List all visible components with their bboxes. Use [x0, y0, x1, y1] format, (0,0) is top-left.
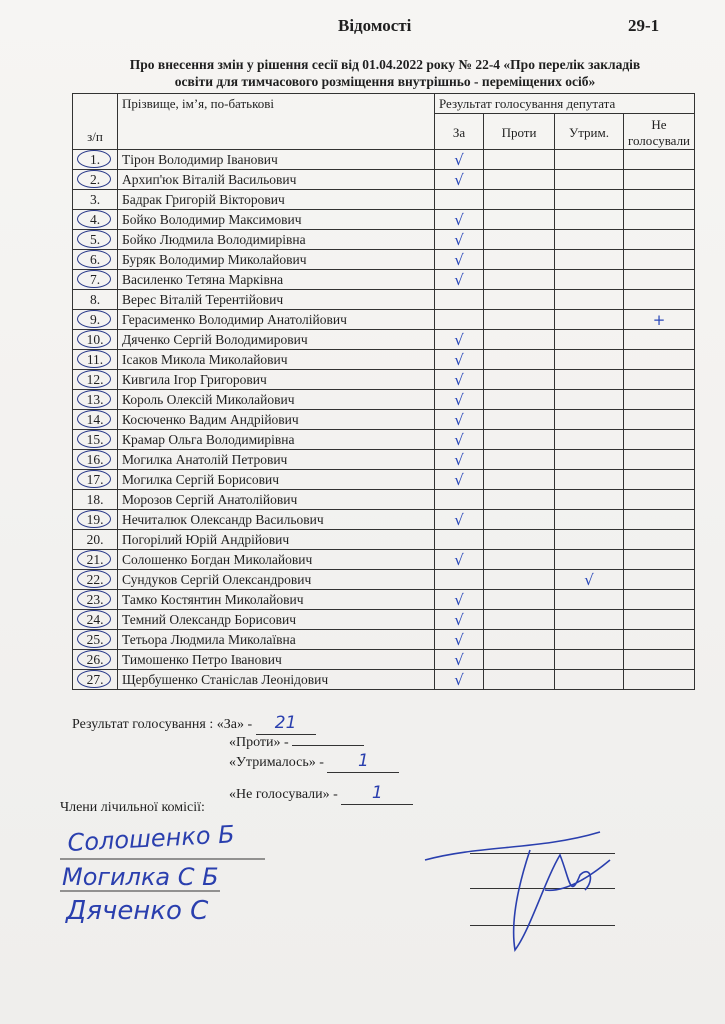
row-deputy-name: Король Олексій Миколайович: [118, 390, 435, 410]
row-number: [73, 310, 118, 330]
vote-cell-not-voted: [624, 550, 695, 570]
circle-mark: [77, 550, 111, 568]
table-row: [73, 150, 695, 170]
vote-cell-not-voted: [624, 290, 695, 310]
check-mark-icon: √: [454, 250, 464, 269]
header-result: Результат голосування депутата: [435, 94, 695, 114]
row-deputy-name: Косюченко Вадим Андрійович: [118, 410, 435, 430]
row-number-text: 7.: [89, 271, 101, 287]
vote-cell-for: [435, 670, 484, 690]
table-row: [73, 250, 695, 270]
row-number-text: 17.: [86, 471, 104, 487]
vote-cell-not-voted: [624, 270, 695, 290]
results-not-voted-row: [229, 782, 413, 806]
row-number: [73, 350, 118, 370]
circle-mark: [77, 630, 111, 648]
vote-cell-abstain: [555, 510, 624, 530]
circle-mark: [77, 350, 111, 368]
check-mark-icon: √: [454, 630, 464, 649]
check-mark-icon: √: [584, 570, 594, 589]
check-mark-icon: √: [454, 410, 464, 429]
row-number-text: 8.: [89, 291, 101, 307]
vote-cell-for: [435, 390, 484, 410]
table-row: [73, 390, 695, 410]
commission-member-2-signature: Могилка С Б: [62, 863, 219, 891]
row-number-text: 26.: [86, 651, 104, 667]
row-number: [73, 610, 118, 630]
voting-table-body: [73, 150, 695, 690]
check-mark-icon: √: [454, 470, 464, 489]
table-row: [73, 190, 695, 210]
row-number: [73, 530, 118, 550]
circle-mark: [77, 170, 111, 188]
vote-cell-against: [484, 270, 555, 290]
circle-mark: [77, 470, 111, 488]
results-abstain-row: [229, 750, 399, 774]
row-deputy-name: Темний Олександр Борисович: [118, 610, 435, 630]
vote-cell-abstain: [555, 230, 624, 250]
circle-mark: [77, 650, 111, 668]
circle-mark: [77, 570, 111, 588]
vote-cell-for: [435, 590, 484, 610]
table-row: [73, 650, 695, 670]
check-mark-icon: +: [652, 310, 666, 329]
vote-cell-not-voted: [624, 370, 695, 390]
row-number: [73, 290, 118, 310]
circle-mark: [77, 450, 111, 468]
row-number: [73, 230, 118, 250]
vote-cell-against: [484, 410, 555, 430]
row-number: [73, 670, 118, 690]
table-row: [73, 170, 695, 190]
row-number: [73, 450, 118, 470]
chairman-signature: [420, 820, 620, 960]
results-for-label: «За» -: [216, 717, 253, 732]
row-number: [73, 270, 118, 290]
row-number: [73, 430, 118, 450]
row-number-text: 23.: [86, 591, 104, 607]
row-deputy-name: Дяченко Сергій Володимирович: [118, 330, 435, 350]
table-row: [73, 310, 695, 330]
row-number: [73, 390, 118, 410]
vote-cell-against: [484, 310, 555, 330]
row-number: [73, 470, 118, 490]
row-deputy-name: Кивгила Ігор Григорович: [118, 370, 435, 390]
vote-cell-for: [435, 610, 484, 630]
vote-cell-not-voted: [624, 630, 695, 650]
row-deputy-name: Василенко Тетяна Марківна: [118, 270, 435, 290]
row-deputy-name: Тимошенко Петро Іванович: [118, 650, 435, 670]
circle-mark: [77, 590, 111, 608]
vote-cell-abstain: [555, 530, 624, 550]
vote-cell-against: [484, 210, 555, 230]
check-mark-icon: √: [454, 610, 464, 629]
row-number-text: 5.: [89, 231, 101, 247]
circle-mark: [77, 430, 111, 448]
row-deputy-name: Архип'юк Віталій Васильович: [118, 170, 435, 190]
row-number: [73, 370, 118, 390]
vote-cell-for: [435, 570, 484, 590]
vote-cell-not-voted: [624, 470, 695, 490]
circle-mark: [77, 670, 111, 688]
vote-cell-not-voted: [624, 510, 695, 530]
vote-cell-against: [484, 630, 555, 650]
row-number: [73, 550, 118, 570]
document-subtitle: [80, 56, 690, 90]
vote-cell-against: [484, 650, 555, 670]
check-mark-icon: √: [454, 330, 464, 349]
check-mark-icon: √: [454, 550, 464, 569]
row-deputy-name: Могилка Сергій Борисович: [118, 470, 435, 490]
table-row: [73, 510, 695, 530]
circle-mark: [77, 330, 111, 348]
table-row: [73, 330, 695, 350]
vote-cell-abstain: [555, 330, 624, 350]
check-mark-icon: √: [454, 270, 464, 289]
header-abstain: Утрим.: [555, 114, 624, 150]
vote-cell-against: [484, 490, 555, 510]
vote-cell-abstain: [555, 190, 624, 210]
row-number-text: 14.: [86, 411, 104, 427]
vote-cell-abstain: [555, 590, 624, 610]
row-number: [73, 150, 118, 170]
vote-cell-for: [435, 650, 484, 670]
vote-cell-abstain: [555, 650, 624, 670]
circle-mark: [77, 270, 111, 288]
vote-cell-not-voted: [624, 230, 695, 250]
check-mark-icon: √: [454, 390, 464, 409]
vote-cell-for: [435, 270, 484, 290]
circle-mark: [77, 250, 111, 268]
row-number-text: 4.: [89, 211, 101, 227]
vote-cell-abstain: [555, 410, 624, 430]
row-number: [73, 630, 118, 650]
header-not-voted-line-2: голосували: [627, 133, 691, 148]
commission-member-1-signature: Солошенко Б: [66, 820, 236, 857]
row-number-text: 13.: [86, 391, 104, 407]
vote-cell-not-voted: [624, 450, 695, 470]
vote-cell-not-voted: [624, 190, 695, 210]
check-mark-icon: √: [454, 170, 464, 189]
commission-label: Члени лічильної комісії:: [60, 800, 205, 815]
check-mark-icon: √: [454, 510, 464, 529]
vote-cell-against: [484, 190, 555, 210]
row-number-text: 20.: [86, 531, 104, 547]
row-deputy-name: Ісаков Микола Миколайович: [118, 350, 435, 370]
row-number-text: 24.: [86, 611, 104, 627]
row-deputy-name: Бадрак Григорій Вікторович: [118, 190, 435, 210]
row-deputy-name: Верес Віталій Терентійович: [118, 290, 435, 310]
row-deputy-name: Тетьора Людмила Миколаївна: [118, 630, 435, 650]
row-number-text: 2.: [89, 171, 101, 187]
check-mark-icon: √: [454, 430, 464, 449]
table-row: [73, 470, 695, 490]
vote-cell-not-voted: [624, 410, 695, 430]
row-number-text: 19.: [86, 511, 104, 527]
results-against-label: «Проти» -: [229, 735, 289, 750]
row-deputy-name: Крамар Ольга Володимирівна: [118, 430, 435, 450]
vote-cell-abstain: [555, 430, 624, 450]
circle-mark: [77, 210, 111, 228]
results-not-voted-value: 1: [341, 782, 413, 805]
vote-cell-abstain: [555, 630, 624, 650]
vote-cell-against: [484, 330, 555, 350]
vote-cell-abstain: [555, 390, 624, 410]
row-number-text: 22.: [86, 571, 104, 587]
vote-cell-not-voted: [624, 210, 695, 230]
vote-cell-not-voted: [624, 310, 695, 330]
check-mark-icon: √: [454, 350, 464, 369]
row-number-text: 10.: [86, 331, 104, 347]
table-row: [73, 610, 695, 630]
table-row: [73, 350, 695, 370]
vote-cell-for: [435, 630, 484, 650]
check-mark-icon: √: [454, 670, 464, 689]
header-number: з/п: [73, 94, 118, 150]
row-number-text: 1.: [89, 151, 101, 167]
table-row: [73, 290, 695, 310]
circle-mark: [77, 370, 111, 388]
row-number-text: 15.: [86, 431, 104, 447]
vote-cell-abstain: [555, 150, 624, 170]
vote-cell-not-voted: [624, 490, 695, 510]
vote-cell-not-voted: [624, 650, 695, 670]
vote-cell-abstain: [555, 350, 624, 370]
table-row: [73, 590, 695, 610]
row-number: [73, 210, 118, 230]
vote-cell-for: [435, 190, 484, 210]
row-deputy-name: Могилка Анатолій Петрович: [118, 450, 435, 470]
vote-cell-abstain: [555, 670, 624, 690]
vote-cell-against: [484, 670, 555, 690]
row-number: [73, 170, 118, 190]
vote-cell-against: [484, 150, 555, 170]
vote-cell-for: [435, 230, 484, 250]
row-number-text: 12.: [86, 371, 104, 387]
vote-cell-abstain: [555, 210, 624, 230]
vote-cell-against: [484, 370, 555, 390]
vote-cell-abstain: [555, 290, 624, 310]
row-number-text: 6.: [89, 251, 101, 267]
check-mark-icon: √: [454, 590, 464, 609]
circle-mark: [77, 230, 111, 248]
row-number: [73, 250, 118, 270]
row-number-text: 3.: [89, 191, 101, 207]
subtitle-line-1: Про внесення змін у рішення сесії від 01.04.2022 року № 22-4 «Про перелік закладів: [129, 57, 641, 72]
vote-cell-against: [484, 350, 555, 370]
row-number-text: 25.: [86, 631, 104, 647]
vote-cell-not-voted: [624, 170, 695, 190]
circle-mark: [77, 150, 111, 168]
vote-cell-for: [435, 370, 484, 390]
vote-cell-for: [435, 310, 484, 330]
vote-cell-for: [435, 430, 484, 450]
header-not-voted-line-1: Не: [651, 117, 667, 132]
table-row: [73, 230, 695, 250]
table-row: [73, 430, 695, 450]
table-row: [73, 370, 695, 390]
table-row: [73, 570, 695, 590]
circle-mark: [77, 610, 111, 628]
vote-cell-against: [484, 510, 555, 530]
row-deputy-name: Морозов Сергій Анатолійович: [118, 490, 435, 510]
vote-cell-not-voted: [624, 430, 695, 450]
vote-cell-against: [484, 450, 555, 470]
vote-cell-for: [435, 530, 484, 550]
table-row: [73, 670, 695, 690]
vote-cell-abstain: [555, 310, 624, 330]
check-mark-icon: √: [454, 450, 464, 469]
row-number-text: 18.: [86, 491, 104, 507]
vote-cell-against: [484, 250, 555, 270]
vote-cell-for: [435, 470, 484, 490]
vote-cell-abstain: [555, 610, 624, 630]
row-deputy-name: Тірон Володимир Іванович: [118, 150, 435, 170]
vote-cell-against: [484, 470, 555, 490]
check-mark-icon: √: [454, 230, 464, 249]
vote-cell-against: [484, 390, 555, 410]
vote-cell-not-voted: [624, 350, 695, 370]
check-mark-icon: √: [454, 370, 464, 389]
header-for: За: [435, 114, 484, 150]
row-deputy-name: Сундуков Сергій Олександрович: [118, 570, 435, 590]
table-row: [73, 210, 695, 230]
table-row: [73, 410, 695, 430]
vote-cell-not-voted: [624, 390, 695, 410]
check-mark-icon: √: [454, 650, 464, 669]
vote-cell-abstain: [555, 170, 624, 190]
vote-cell-abstain: [555, 270, 624, 290]
row-number: [73, 410, 118, 430]
row-number: [73, 330, 118, 350]
vote-cell-against: [484, 430, 555, 450]
vote-cell-abstain: [555, 250, 624, 270]
vote-cell-against: [484, 230, 555, 250]
vote-cell-against: [484, 570, 555, 590]
circle-mark: [77, 390, 111, 408]
vote-cell-for: [435, 350, 484, 370]
row-number-text: 27.: [86, 671, 104, 687]
table-row: [73, 490, 695, 510]
table-row: [73, 270, 695, 290]
table-row: [73, 630, 695, 650]
vote-cell-abstain: [555, 550, 624, 570]
row-number: [73, 650, 118, 670]
subtitle-line-2: освіти для тимчасового розміщення внутрішньо - переміщених осіб»: [174, 74, 596, 89]
vote-cell-for: [435, 450, 484, 470]
vote-cell-for: [435, 210, 484, 230]
vote-cell-for: [435, 410, 484, 430]
row-deputy-name: Нечиталюк Олександр Васильович: [118, 510, 435, 530]
vote-cell-against: [484, 290, 555, 310]
vote-cell-for: [435, 250, 484, 270]
vote-cell-against: [484, 550, 555, 570]
vote-cell-not-voted: [624, 610, 695, 630]
circle-mark: [77, 410, 111, 428]
row-number: [73, 490, 118, 510]
row-deputy-name: Герасименко Володимир Анатолійович: [118, 310, 435, 330]
vote-cell-abstain: [555, 470, 624, 490]
vote-cell-not-voted: [624, 590, 695, 610]
vote-cell-abstain: [555, 570, 624, 590]
results-abstain-label: «Утрималось» -: [229, 755, 324, 770]
commission-member-3-signature: Дяченко С: [66, 896, 209, 926]
row-number: [73, 510, 118, 530]
row-number-text: 16.: [86, 451, 104, 467]
circle-mark: [77, 310, 111, 328]
document-title: Відомості: [338, 16, 412, 35]
results-not-voted-label: «Не голосували» -: [229, 787, 338, 802]
vote-cell-against: [484, 590, 555, 610]
vote-cell-not-voted: [624, 530, 695, 550]
vote-cell-not-voted: [624, 150, 695, 170]
vote-cell-not-voted: [624, 570, 695, 590]
vote-cell-not-voted: [624, 330, 695, 350]
row-deputy-name: Погорілий Юрій Андрійович: [118, 530, 435, 550]
results-for-value: 21: [256, 712, 316, 735]
document-number: 29-1: [628, 16, 660, 35]
header-not-voted: [624, 114, 695, 150]
vote-cell-abstain: [555, 490, 624, 510]
table-row: [73, 450, 695, 470]
check-mark-icon: √: [454, 210, 464, 229]
row-number-text: 11.: [86, 351, 104, 367]
check-mark-icon: √: [454, 150, 464, 169]
results-label: Результат голосування :: [72, 717, 214, 732]
vote-cell-not-voted: [624, 250, 695, 270]
vote-cell-against: [484, 610, 555, 630]
vote-cell-for: [435, 330, 484, 350]
row-deputy-name: Щербушенко Станіслав Леонідович: [118, 670, 435, 690]
results-against-blank: [292, 745, 364, 746]
circle-mark: [77, 510, 111, 528]
row-deputy-name: Тамко Костянтин Миколайович: [118, 590, 435, 610]
vote-cell-abstain: [555, 370, 624, 390]
vote-cell-for: [435, 550, 484, 570]
vote-cell-not-voted: [624, 670, 695, 690]
vote-cell-for: [435, 510, 484, 530]
header-name: Прізвище, ім’я, по-батькові: [118, 94, 435, 150]
vote-cell-against: [484, 530, 555, 550]
vote-cell-for: [435, 150, 484, 170]
table-row: [73, 550, 695, 570]
vote-cell-abstain: [555, 450, 624, 470]
voting-table: [72, 93, 695, 690]
row-number-text: 9.: [89, 311, 101, 327]
row-number: [73, 570, 118, 590]
row-number: [73, 190, 118, 210]
row-number: [73, 590, 118, 610]
row-deputy-name: Бойко Володимир Максимович: [118, 210, 435, 230]
vote-cell-for: [435, 290, 484, 310]
row-deputy-name: Солошенко Богдан Миколайович: [118, 550, 435, 570]
commission-signatures: [50, 815, 340, 940]
row-deputy-name: Буряк Володимир Миколайович: [118, 250, 435, 270]
vote-cell-against: [484, 170, 555, 190]
vote-cell-for: [435, 170, 484, 190]
row-number-text: 21.: [86, 551, 104, 567]
header-against: Проти: [484, 114, 555, 150]
vote-cell-for: [435, 490, 484, 510]
results-abstain-value: 1: [327, 750, 399, 773]
row-deputy-name: Бойко Людмила Володимирівна: [118, 230, 435, 250]
table-row: [73, 530, 695, 550]
